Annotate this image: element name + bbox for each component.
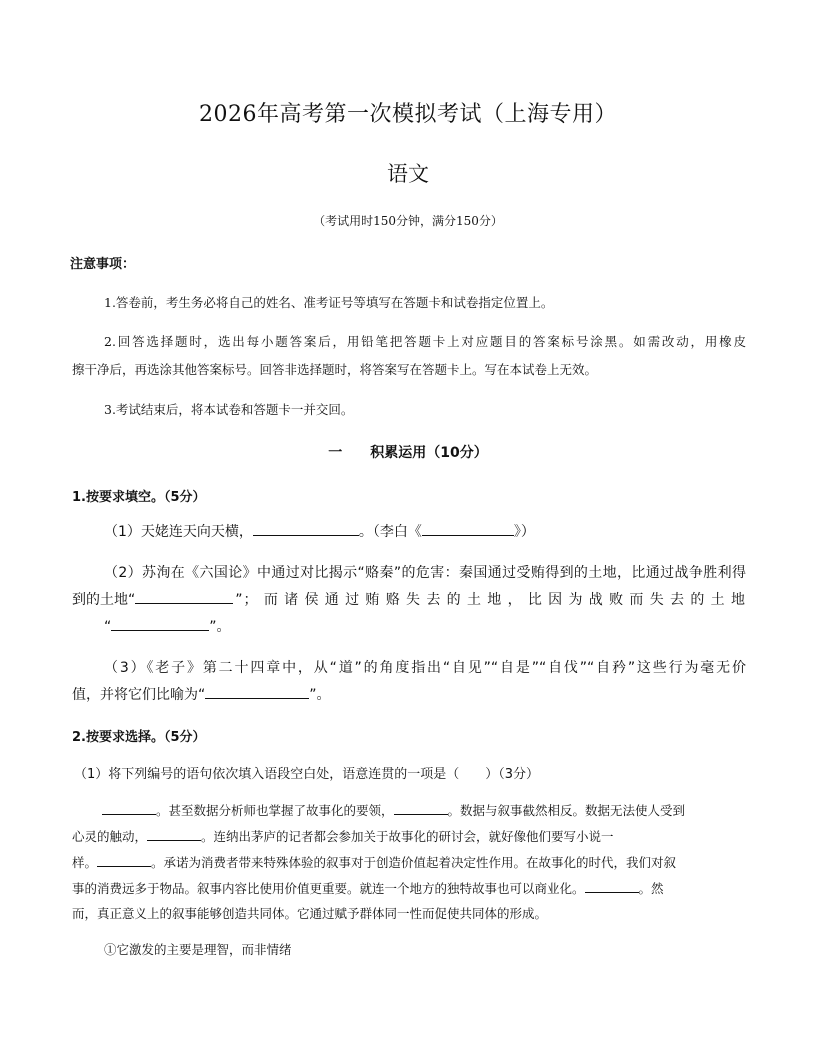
- q1-part3-text-b: ”。: [309, 687, 331, 703]
- q1-part2-text-d: ”。: [209, 619, 231, 635]
- notice-item-3: 3.考试结束后，将本试卷和答题卡一并交回。: [104, 402, 354, 417]
- question-1-part-3-line-2: [72, 684, 331, 704]
- answer-blank[interactable]: [135, 589, 233, 604]
- passage-line-1: [72, 800, 746, 819]
- exam-info: （考试用时150分钟，满分150分）: [313, 214, 503, 228]
- passage-blank[interactable]: [394, 800, 448, 815]
- question-1-part-1: [104, 521, 535, 541]
- subject-title: 语文: [387, 162, 429, 186]
- passage-blank[interactable]: [102, 800, 156, 815]
- answer-blank[interactable]: [205, 684, 309, 699]
- passage-line-4: [72, 878, 664, 897]
- answer-blank[interactable]: [422, 521, 514, 536]
- q1-part1-text-a: （1）天姥连天向天横，: [104, 524, 253, 540]
- q1-part2-text-a: 到的土地“: [72, 592, 136, 608]
- passage-blank[interactable]: [585, 878, 639, 893]
- passage-blank[interactable]: [147, 826, 201, 841]
- notice-item-2-line-2: 擦干净后，再选涂其他答案标号。回答非选择题时，将答案写在答题卡上。写在本试卷上无效。: [72, 362, 598, 377]
- question-2-heading: 2.按要求选择。（5分）: [72, 730, 206, 745]
- answer-blank[interactable]: [253, 521, 359, 536]
- passage-blank[interactable]: [97, 852, 151, 867]
- notice-heading: 注意事项：: [70, 257, 136, 272]
- passage-text: 样。: [72, 855, 98, 870]
- q1-part1-text-b: 。（李白《: [358, 524, 422, 540]
- q1-part1-text-c: 》）: [513, 524, 535, 540]
- q1-part2-text-c: “: [104, 619, 112, 635]
- passage-line-5: 而，真正意义上的叙事能够创造共同体。它通过赋予群体同一性而促使共同体的形成。: [72, 906, 548, 921]
- question-1-part-3-line-1: （3）《老子》第二十四章中，从“道”的角度指出“自见”“自是”“自伐”“自矜”这些行为毫无价: [104, 660, 746, 676]
- question-1-part-2-line-2: [72, 589, 746, 609]
- notice-item-2-line-1: 2.回答选择题时，选出每小题答案后，用铅笔把答题卡上对应题目的答案标号涂黑。如需改动，用橡皮: [104, 334, 746, 349]
- passage-text: 。甚至数据分析师也掌握了故事化的要领，: [156, 803, 394, 818]
- answer-blank[interactable]: [111, 616, 209, 631]
- passage-line-3: [72, 852, 676, 871]
- option-1: ①它激发的主要是理智，而非情绪: [104, 942, 292, 957]
- question-1-part-2-line-3: [104, 616, 231, 636]
- section-1-title: 一 积累运用（10分）: [328, 445, 488, 461]
- passage-line-2: [72, 826, 614, 845]
- exam-title: 2026年高考第一次模拟考试（上海专用）: [199, 102, 617, 127]
- question-1-part-2-line-1: （2）苏洵在《六国论》中通过对比揭示“赂秦”的危害：秦国通过受贿得到的土地，比通过战争胜利得: [104, 565, 746, 581]
- passage-text: 。承诺为消费者带来特殊体验的叙事对于创造价值起着决定性作用。在故事化的时代，我们对叙: [151, 855, 677, 870]
- passage-text: 。数据与叙事截然相反。数据无法使人受到: [447, 803, 686, 818]
- notice-item-1: 1.答卷前，考生务必将自己的姓名、准考证号等填写在答题卡和试卷指定位置上。: [104, 295, 554, 310]
- passage-text: 事的消费远多于物品。叙事内容比使用价值更重要。就连一个地方的独特故事也可以商业化。: [72, 881, 585, 896]
- question-1-heading: 1.按要求填空。（5分）: [72, 490, 206, 505]
- q1-part3-text-a: 值，并将它们比喻为“: [72, 687, 206, 703]
- question-2-part-1-prompt: （1）将下列编号的语句依次填入语段空白处，语意连贯的一项是（ ）（3分）: [74, 767, 540, 782]
- q1-part2-text-b: ”；而诸侯通过贿赂失去的土地，比因为战败而失去的土地: [235, 592, 746, 608]
- passage-text: 心灵的触动，: [72, 829, 148, 844]
- passage-text: 。然: [638, 881, 664, 896]
- passage-text: 。连纳出茅庐的记者都会参加关于故事化的研讨会，就好像他们要写小说一: [201, 829, 614, 844]
